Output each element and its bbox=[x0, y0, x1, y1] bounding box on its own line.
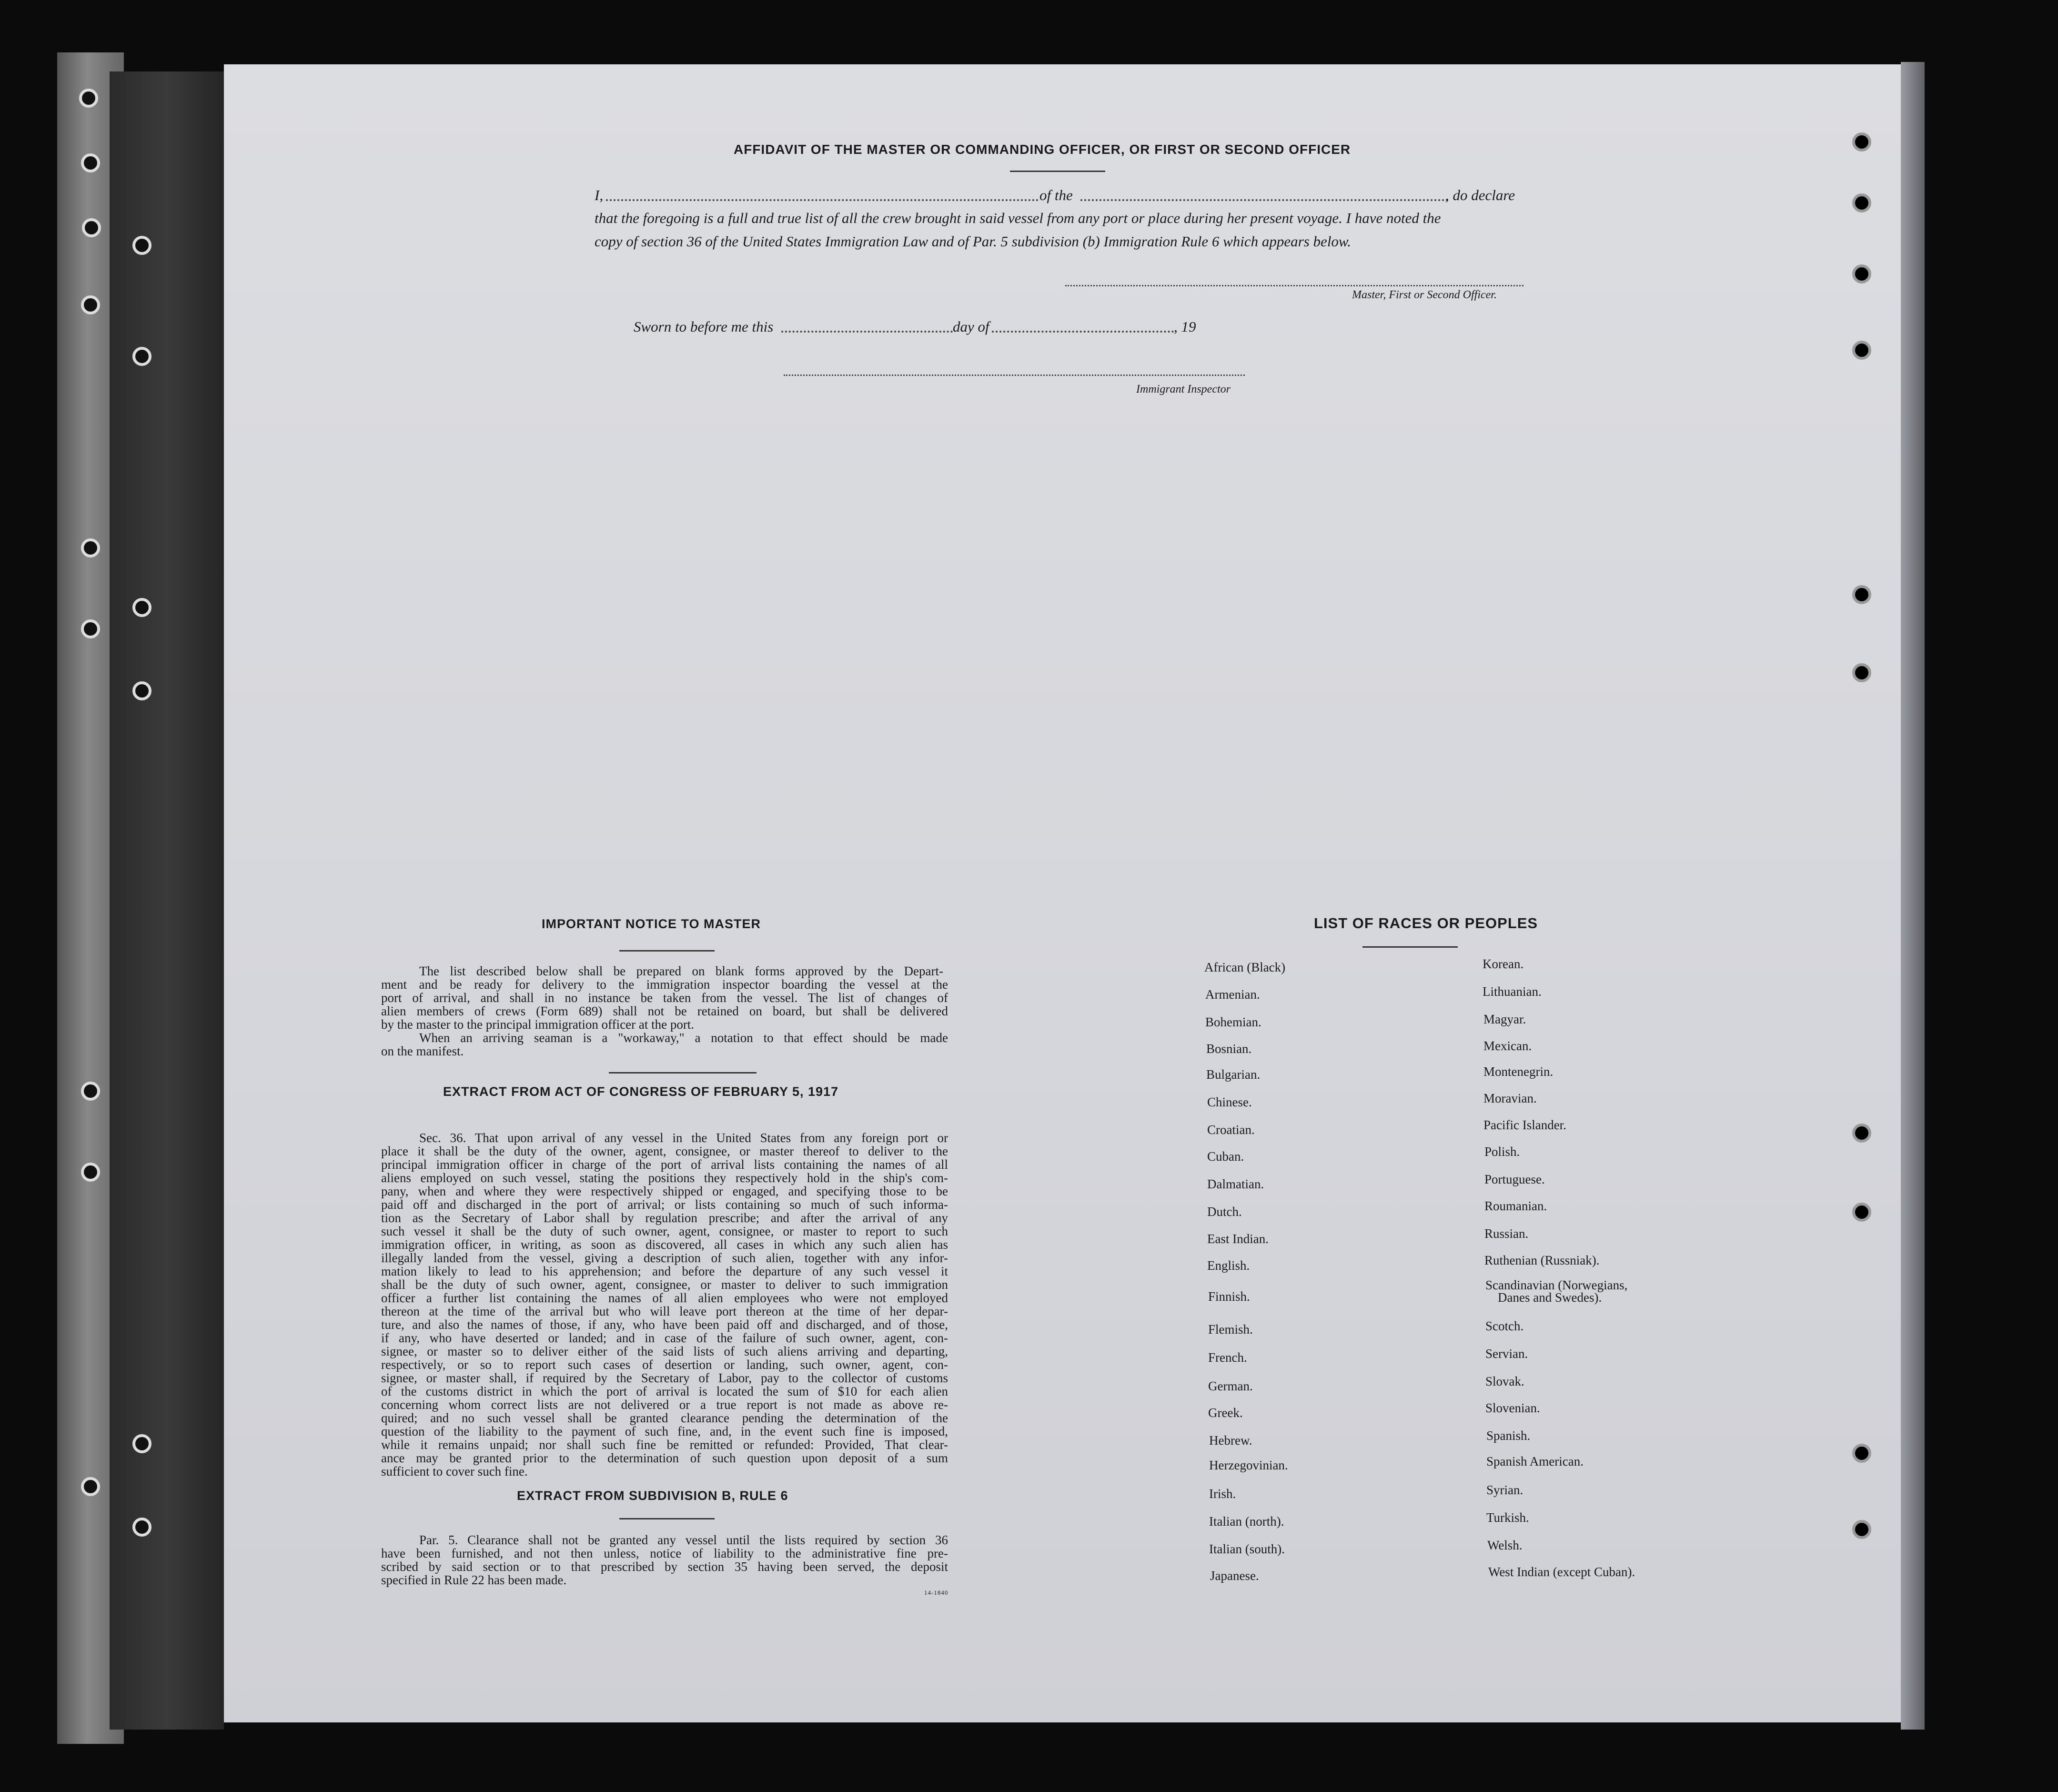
binding-hole bbox=[1852, 341, 1871, 360]
race-item: Mexican. bbox=[1483, 1039, 1532, 1053]
extract-act-line: officer a further list containing the names of all alien employees who were not employed bbox=[381, 1291, 948, 1305]
extract-act-line: concerning whom correct lists are not delivered or a true report is not made as above re- bbox=[381, 1397, 948, 1412]
extract-act-line: Sec. 36. That upon arrival of any vessel in the United States from any foreign port or bbox=[419, 1131, 948, 1145]
extract-act-line: if any, who have deserted or landed; and in case of the failure of such owner, agent, con- bbox=[381, 1331, 948, 1345]
inspector-label: Immigrant Inspector bbox=[1136, 383, 1231, 395]
binding-hole bbox=[81, 1082, 100, 1101]
master-signature-field[interactable] bbox=[1065, 285, 1523, 286]
race-item: Dalmatian. bbox=[1207, 1177, 1264, 1191]
extract-act-line: signee, or master shall, if required by the Secretary of Labor, pay to the collector of customs bbox=[381, 1371, 948, 1385]
race-item: Herzegovinian. bbox=[1209, 1458, 1288, 1472]
extract-act-line: principal immigration officer in charge of the port of arrival lists containing the names of all bbox=[381, 1157, 948, 1172]
race-item: Servian. bbox=[1485, 1347, 1528, 1361]
extract-act-line: such vessel it shall be the duty of such owner, agent, consignee, or master to report to such bbox=[381, 1224, 948, 1238]
notice-line: The list described below shall be prepared on blank forms approved by the Depart- bbox=[419, 964, 943, 978]
extract-act-line: quired; and no such vessel shall be granted clearance pending the determination of the bbox=[381, 1411, 948, 1425]
extract-act-line: place it shall be the duty of the owner, agent, consignee, or master thereof to deliver to the bbox=[381, 1144, 948, 1158]
binder-strip-band bbox=[110, 71, 224, 1730]
race-item: Lithuanian. bbox=[1483, 984, 1542, 999]
binding-hole bbox=[81, 1477, 100, 1496]
race-item: Montenegrin. bbox=[1483, 1064, 1554, 1079]
extract-rule-line: Par. 5. Clearance shall not be granted any vessel until the lists required by section 36 bbox=[419, 1533, 948, 1547]
race-item: Hebrew. bbox=[1209, 1433, 1252, 1448]
affidavit-line3: copy of section 36 of the United States Immigration Law and of Par. 5 subdivision (b) Immigration Rule 6 which appears below. bbox=[595, 233, 1352, 250]
race-item: Chinese. bbox=[1207, 1095, 1252, 1109]
divider bbox=[1362, 946, 1458, 948]
extract-act-line: thereon at the time of the arrival but who will leave port thereon at the time of her depar- bbox=[381, 1304, 948, 1318]
master-signature-label: Master, First or Second Officer. bbox=[1352, 289, 1497, 301]
binding-hole bbox=[81, 1163, 100, 1182]
binding-hole bbox=[1852, 1444, 1871, 1463]
binding-hole bbox=[81, 295, 100, 314]
sworn-day-label: day of bbox=[953, 318, 989, 335]
race-item: Bosnian. bbox=[1206, 1042, 1252, 1056]
race-item: Welsh. bbox=[1487, 1538, 1523, 1552]
extract-rule-line: scribed by said section or to that prescribed by section 35 having been served, the deposit bbox=[381, 1559, 948, 1574]
extract-act-line: mation likely to lead to his apprehension; and before the departure of any such vessel it bbox=[381, 1264, 948, 1278]
race-item: Russian. bbox=[1484, 1226, 1529, 1241]
binding-hole bbox=[1852, 1520, 1871, 1539]
notice-line: by the master to the principal immigration officer at the port. bbox=[381, 1017, 695, 1032]
extract-act-line: tion as the Secretary of Labor shall by regulation prescribe; and after the arrival of any bbox=[381, 1211, 948, 1225]
race-item: Irish. bbox=[1209, 1487, 1236, 1501]
notice-line: ment and be ready for delivery to the immigration inspector boarding the vessel at the bbox=[381, 977, 948, 992]
race-item: Turkish. bbox=[1486, 1510, 1529, 1525]
name-field[interactable] bbox=[606, 199, 1039, 201]
binding-hole bbox=[1852, 585, 1871, 604]
binding-hole bbox=[81, 153, 100, 172]
race-item: Magyar. bbox=[1483, 1012, 1526, 1026]
sworn-prefix: Sworn to before me this bbox=[634, 318, 774, 335]
binding-hole bbox=[132, 681, 151, 700]
divider bbox=[1010, 171, 1105, 172]
binding-hole bbox=[1852, 1124, 1871, 1143]
race-item: Finnish. bbox=[1208, 1289, 1250, 1304]
race-item: Slovak. bbox=[1485, 1374, 1524, 1388]
binding-hole bbox=[132, 347, 151, 366]
race-item: Korean. bbox=[1483, 957, 1524, 971]
extract-act-line: pany, when and where they were respectively shipped or engaged, and specifying those to be bbox=[381, 1184, 948, 1198]
race-item: French. bbox=[1208, 1350, 1247, 1365]
binding-hole bbox=[132, 1434, 151, 1453]
page-right-edge bbox=[1901, 62, 1925, 1730]
binding-hole bbox=[81, 619, 100, 638]
notice-line: alien members of crews (Form 689) shall not be retained on board, but shall be delivered bbox=[381, 1004, 948, 1018]
extract-act-line: while it remains unpaid; nor shall such fine be remitted or refunded: Provided, That clear- bbox=[381, 1438, 948, 1452]
race-item: Cuban. bbox=[1207, 1149, 1244, 1164]
extract-act-line: ture, and also the names of those, if any, who have been paid off and discharged, and of those, bbox=[381, 1317, 948, 1332]
affidavit-line1-end: , do declare bbox=[1445, 187, 1515, 203]
binding-hole bbox=[1852, 264, 1871, 283]
race-item: Ruthenian (Russniak). bbox=[1484, 1253, 1600, 1267]
vessel-field[interactable] bbox=[1080, 199, 1448, 201]
race-item: Italian (north). bbox=[1209, 1514, 1284, 1529]
binding-hole bbox=[1852, 1203, 1871, 1222]
extract-act-title: EXTRACT FROM ACT OF CONGRESS OF FEBRUARY 5, 1917 bbox=[443, 1084, 839, 1099]
notice-line: on the manifest. bbox=[381, 1044, 464, 1058]
extract-act-line: question of the liability to the payment of such fine, and, in the event such fine is imposed, bbox=[381, 1424, 948, 1438]
sworn-month-field[interactable] bbox=[992, 331, 1174, 333]
form-number: 14-1840 bbox=[924, 1589, 948, 1596]
race-item: Polish. bbox=[1484, 1144, 1520, 1159]
race-item: Italian (south). bbox=[1209, 1542, 1285, 1556]
race-item: Danes and Swedes). bbox=[1498, 1290, 1602, 1305]
race-item: Moravian. bbox=[1483, 1091, 1537, 1105]
extract-rule-line: specified in Rule 22 has been made. bbox=[381, 1573, 567, 1587]
extract-act-line: aliens employed on such vessel, stating the positions they respectively hold in the ship's com- bbox=[381, 1171, 948, 1185]
race-item: Greek. bbox=[1208, 1406, 1243, 1420]
race-item: German. bbox=[1208, 1379, 1253, 1393]
extract-act-line: respectively, or so to report such cases of desertion or landing, such owner, agent, con- bbox=[381, 1357, 948, 1372]
race-item: Croatian. bbox=[1207, 1123, 1255, 1137]
extract-rule-title: EXTRACT FROM SUBDIVISION B, RULE 6 bbox=[517, 1488, 788, 1503]
extract-act-line: signee, or master so to deliver either of the said lists of such aliens arriving and departing, bbox=[381, 1344, 948, 1358]
notice-line: port of arrival, and shall in no instance be taken from the vessel. The list of changes of bbox=[381, 991, 948, 1005]
race-item: Flemish. bbox=[1208, 1322, 1253, 1336]
race-item: Roumanian. bbox=[1484, 1199, 1547, 1213]
divider bbox=[609, 1072, 757, 1073]
race-item: Slovenian. bbox=[1485, 1401, 1540, 1415]
extract-act-line: shall be the duty of such owner, agent, consignee, or master to deliver to such immigration bbox=[381, 1277, 948, 1292]
race-item: Dutch. bbox=[1207, 1205, 1242, 1219]
binding-hole bbox=[132, 598, 151, 617]
binding-hole bbox=[1852, 663, 1871, 682]
sworn-year-label: , 19 bbox=[1174, 318, 1196, 335]
binding-hole bbox=[132, 236, 151, 255]
extract-act-line: illegally landed from the vessel, giving a description of such alien, together with any infor- bbox=[381, 1251, 948, 1265]
race-item: East Indian. bbox=[1207, 1232, 1269, 1246]
affidavit-line2: that the foregoing is a full and true list of all the crew brought in said vessel from any port or place during her present voyage. I have noted the bbox=[595, 210, 1441, 226]
notice-line: When an arriving seaman is a "workaway," a notation to that effect should be made bbox=[419, 1031, 948, 1045]
extract-act-line: of the customs district in which the port of arrival is located the sum of $10 for each alien bbox=[381, 1384, 948, 1398]
race-item: Japanese. bbox=[1210, 1569, 1259, 1583]
notice-title: IMPORTANT NOTICE TO MASTER bbox=[542, 917, 761, 931]
race-item: Scotch. bbox=[1485, 1319, 1524, 1333]
divider bbox=[619, 950, 715, 952]
inspector-signature-field[interactable] bbox=[784, 375, 1245, 376]
affidavit-title: AFFIDAVIT OF THE MASTER OR COMMANDING OFFICER, OR FIRST OR SECOND OFFICER bbox=[734, 142, 1351, 157]
binding-hole bbox=[81, 538, 100, 557]
extract-rule-line: have been furnished, and not then unless, notice of liability to the administrative fine pre- bbox=[381, 1546, 948, 1560]
extract-act-line: immigration officer, in writing, as soon as discovered, all cases in which any such alien has bbox=[381, 1237, 948, 1252]
race-item: Pacific Islander. bbox=[1483, 1118, 1566, 1132]
affidavit-line1-start: I, bbox=[595, 187, 604, 203]
divider bbox=[619, 1518, 715, 1519]
binding-hole bbox=[79, 89, 98, 108]
race-item: West Indian (except Cuban). bbox=[1488, 1565, 1635, 1579]
race-item: Spanish American. bbox=[1486, 1454, 1584, 1468]
races-title: LIST OF RACES OR PEOPLES bbox=[1314, 915, 1538, 931]
binding-hole bbox=[1852, 193, 1871, 213]
race-item: African (Black) bbox=[1204, 960, 1286, 974]
binding-hole bbox=[82, 218, 101, 237]
affidavit-line1-mid: of the bbox=[1039, 187, 1073, 203]
extract-act-line: sufficient to cover such fine. bbox=[381, 1464, 528, 1478]
race-item: Bohemian. bbox=[1205, 1015, 1261, 1029]
race-item: English. bbox=[1207, 1258, 1250, 1273]
race-item: Syrian. bbox=[1486, 1483, 1523, 1497]
race-item: Spanish. bbox=[1486, 1428, 1531, 1443]
binding-hole bbox=[1852, 132, 1871, 152]
race-item: Scandinavian (Norwegians, bbox=[1485, 1278, 1628, 1292]
extract-act-line: ance may be granted prior to the determination of such question upon deposit of a sum bbox=[381, 1451, 948, 1465]
sworn-day-field[interactable] bbox=[781, 331, 953, 333]
extract-act-line: paid off and discharged in the port of arrival; or lists containing so much of such informa- bbox=[381, 1197, 948, 1212]
binding-hole bbox=[132, 1518, 151, 1537]
race-item: Portuguese. bbox=[1484, 1172, 1545, 1186]
race-item: Bulgarian. bbox=[1206, 1067, 1261, 1082]
race-item: Armenian. bbox=[1205, 987, 1260, 1002]
